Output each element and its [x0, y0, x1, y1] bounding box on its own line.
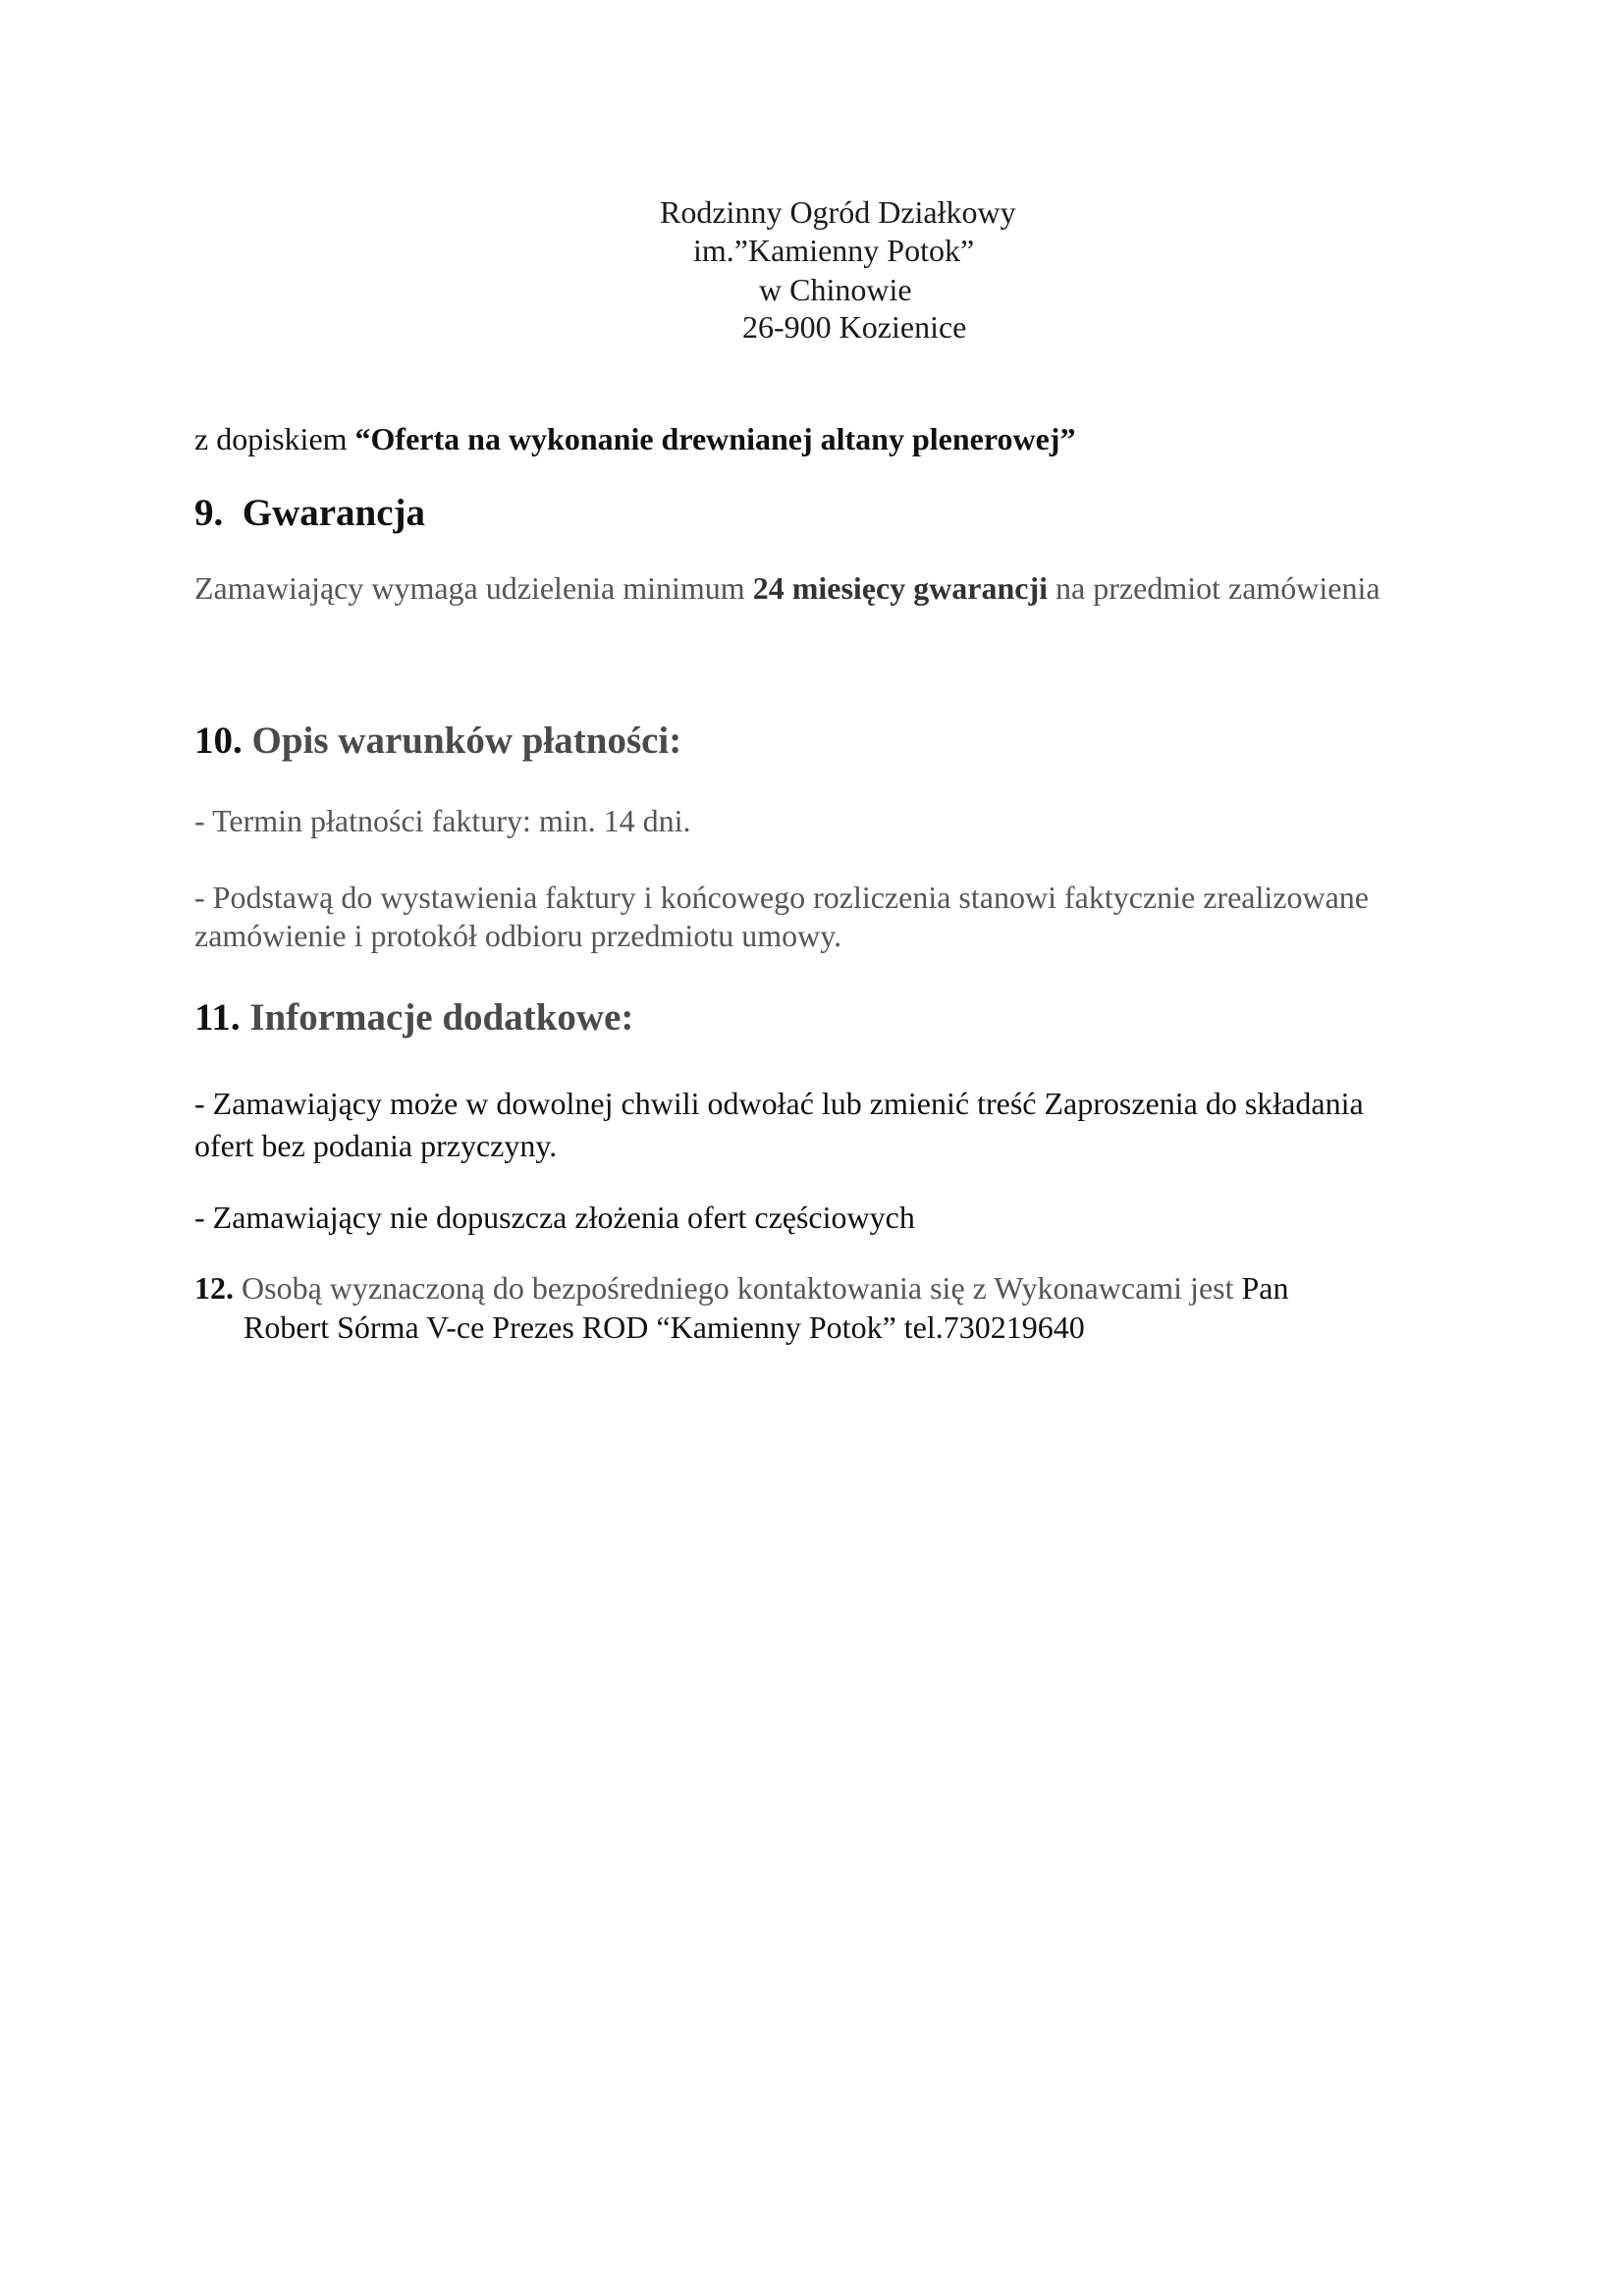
envelope-note — [194, 420, 1075, 457]
section-10-item-1: - Termin płatności faktury: min. 14 dni. — [194, 803, 691, 838]
section-11-heading — [194, 995, 633, 1041]
section-9-text-before: Zamawiający wymaga udzielenia minimum — [194, 570, 753, 606]
address-line-4: 26-900 Kozienice — [742, 309, 967, 345]
section-10-heading — [194, 719, 681, 764]
section-11-item-2: - Zamawiający nie dopuszcza złożenia ofert częściowych — [194, 1200, 915, 1235]
section-11-title: Informacje dodatkowe: — [249, 996, 634, 1039]
envelope-note-prefix: z dopiskiem — [194, 421, 355, 456]
section-10-item-2-line-2: zamówienie i protokół odbioru przedmiotu umowy. — [194, 918, 842, 953]
section-11-item-1-line-2: ofert bez podania przyczyny. — [194, 1128, 558, 1163]
address-line-2: im.”Kamienny Potok” — [693, 233, 975, 268]
section-12-text-grey: Osobą wyznaczoną do bezpośredniego kontaktowania się z Wykonawcami jest — [234, 1270, 1242, 1306]
section-10-title: Opis warunków płatności: — [251, 720, 682, 762]
envelope-note-bold: “Oferta na wykonanie drewnianej altany plenerowej” — [354, 421, 1076, 456]
section-9-text — [194, 569, 1380, 607]
section-9-text-after: na przedmiot zamówienia — [1048, 570, 1380, 606]
section-11-item-1-line-1: - Zamawiający może w dowolnej chwili odwołać lub zmienić treść Zaproszenia do składania — [194, 1086, 1364, 1121]
address-line-3: w Chinowie — [759, 272, 912, 307]
section-9-title: Gwarancja — [242, 492, 426, 534]
section-12-number: 12. — [194, 1270, 234, 1306]
address-line-1: Rodzinny Ogród Działkowy — [660, 194, 1016, 230]
section-9-number: 9. — [194, 492, 224, 534]
section-12-text-black: Pan — [1241, 1270, 1289, 1306]
section-9-heading — [194, 491, 425, 536]
section-10-item-2-line-1: - Podstawą do wystawienia faktury i końcowego rozliczenia stanowi faktycznie zrealizowane — [194, 880, 1369, 915]
section-12-line-1 — [194, 1269, 1288, 1307]
section-12-line-2: Robert Sórma V-ce Prezes ROD “Kamienny Potok” tel.730219640 — [244, 1309, 1085, 1345]
section-10-number: 10. — [194, 720, 243, 762]
section-9-text-bold: 24 miesięcy gwarancji — [752, 570, 1049, 606]
section-11-number: 11. — [194, 996, 241, 1039]
